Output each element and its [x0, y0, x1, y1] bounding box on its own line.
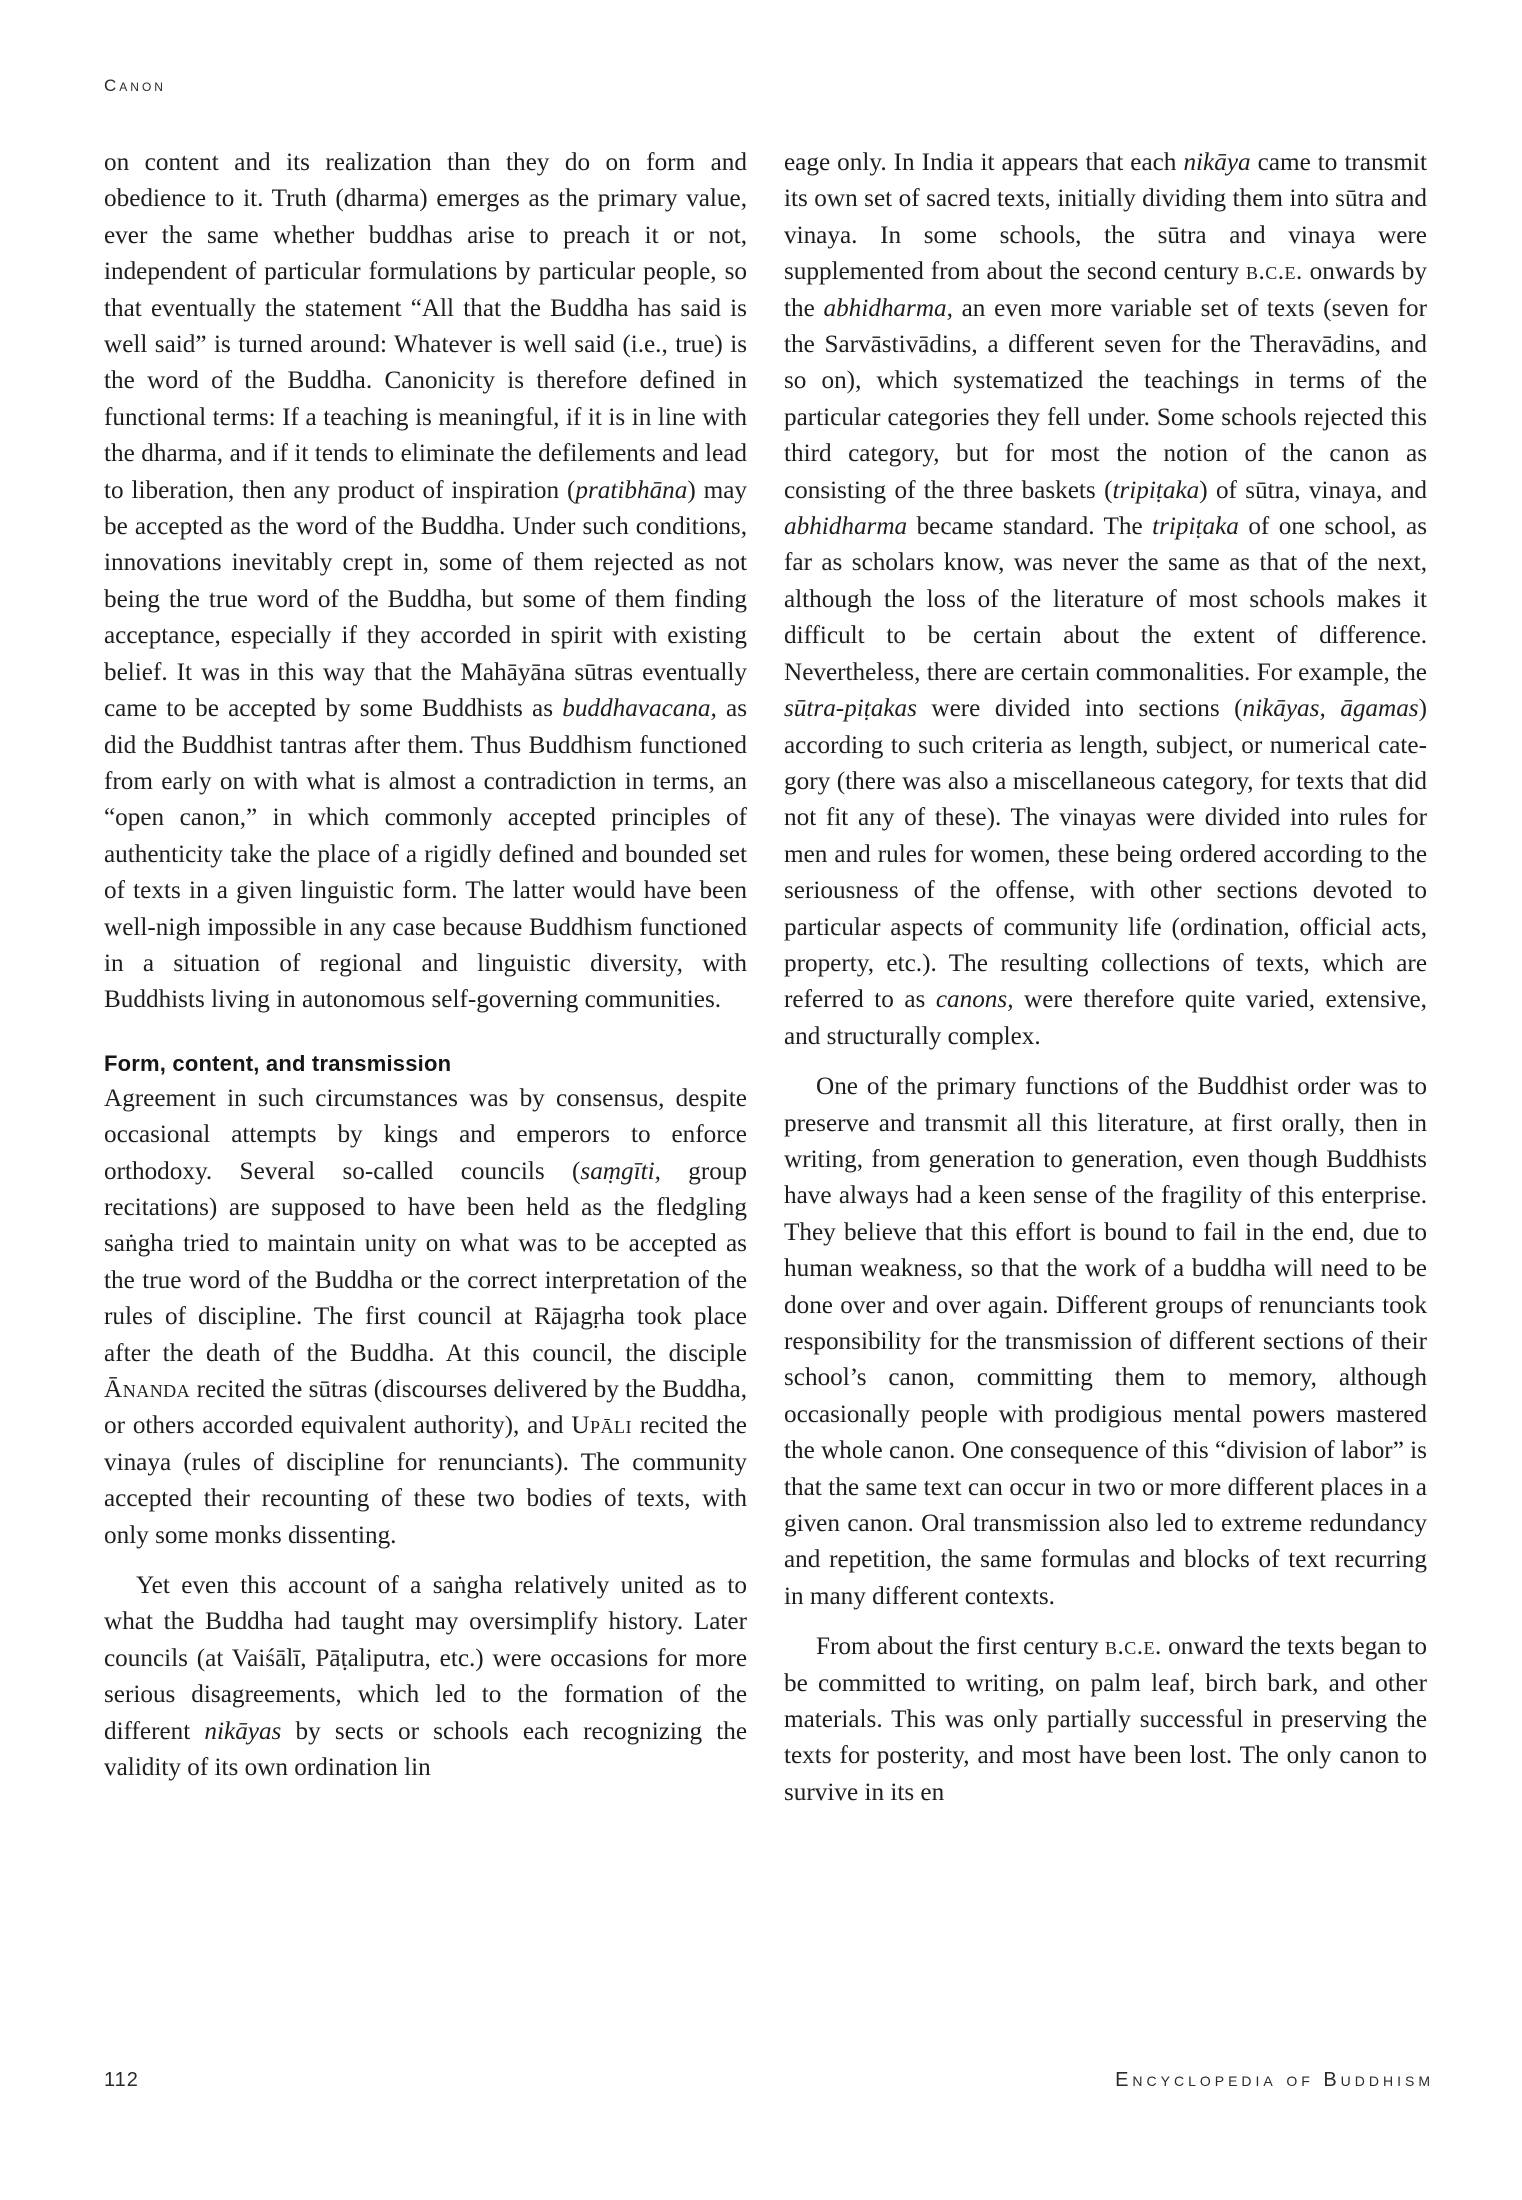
cross-reference-upali: Upāli	[571, 1412, 633, 1440]
italic-term: abhidharma,	[823, 294, 953, 322]
era-abbreviation: b.c.e.	[1104, 1633, 1162, 1661]
italic-term: pratibhāna	[575, 476, 688, 504]
italic-term: abhidharma	[784, 513, 908, 541]
paragraph: on content and its realization than they do on form and obedience to it. Truth (dharma) emerges as the primary value, ever the same whether buddhas arise to preach it or not, independent of particular formulations by particular people, so that eventually the statement “All that the Buddha has said is well said” is turned around: Whatever is well said (i.e., true) is the word of the Buddha. Canonicity is therefore defined in functional terms: If a teaching is meaningful, if it is in line with the dharma, and if it tends to eliminate the defilements and lead to liberation, then any product of inspiration (pratibhāna) may be accepted as the word of the Buddha. Under such conditions, innovations inevitably crept in, some of them rejected as not being the true word of the Buddha, but some of them finding acceptance, especially if they accorded in spirit with existing belief. It was in this way that the Mahāyāna sūtras eventually came to be accepted by some Buddhists as buddhavacana, as did the Buddhist tantras after them. Thus Buddhism functioned from early on with what is almost a contradiction in terms, an “open canon,” in which commonly accepted principles of authenticity take the place of a rigidly defined and bounded set of texts in a given linguistic form. The latter would have been well-nigh impossible in any case because Buddhism functioned in a situation of regional and linguistic diversity, with Buddhists living in autonomous self-governing communities.	[104, 149, 748, 1014]
paragraph: One of the primary functions of the Buddhist order was to preserve and transmit all this literature, at first orally, then in writing, from generation to generation, even though Buddhists have always had a keen sense of the fragility of this enterprise. They believe that this effort is bound to fail in the end, due to human weakness, so that the work of a buddha will need to be done over and over again. Different groups of renunciants took responsibility for the transmission of different sections of their school’s canon, committing them to memory, although occasionally people with prodigious mental powers mastered the whole canon. One consequence of this “division of labor” is that the same text can occur in two or more different places in a given canon. Oral transmission also led to extreme redundancy and repetition, the same formulas and blocks of text recurring in many different contexts.	[784, 1073, 1427, 1610]
italic-term: tripiṭaka	[1152, 513, 1239, 541]
paragraph: Yet even this account of a saṅgha relatively united as to what the Buddha had taught may oversimplify history. Later councils (at Vaiśālī, Pāṭaliputra, etc.) were occasions for more serious disagreements, which led to the formation of the different nikāyas by sects or schools each recognizing the validity of its own ordination lin	[104, 1572, 747, 1782]
italic-term: saṃgīti,	[580, 1157, 661, 1185]
italic-term: canons,	[935, 986, 1014, 1014]
paragraph: Agreement in such circumstances was by consensus, despite occasional attempts by kings and emperors to enforce orthodoxy. Several so-called councils (saṃgīti, group recitations) are supposed to have been held as the fledgling saṅgha tried to maintain unity on what was to be accepted as the true word of the Buddha or the correct interpretation of the rules of discipline. The first council at Rājagṛha took place after the death of the Buddha. At this council, the disciple Ānanda recited the sūtras (discourses delivered by the Buddha, or others accorded equivalent authority), and Upāli recited the vinaya (rules of discipline for renunciants). The community accepted their recounting of these two bodies of texts, with only some monks dissenting.	[104, 1084, 747, 1549]
paragraph: eage only. In India it appears that each nikāya came to transmit its own set of sacred texts, initially dividing them into sūtra and vinaya. In some schools, the sūtra and vinaya were supplemented from about the second century b.c.e. onwards by the abhidharma, an even more variable set of texts (seven for the Sarvāstivādins, a different seven for the Theravādins, and so on), which systematized the teachings in terms of the particular categories they fell under. Some schools rejected this third category, but for most the notion of the canon as consisting of the three baskets (tripiṭaka) of sūtra, vinaya, and abhidharma became standard. The tripiṭaka of one school, as far as scholars know, was never the same as that of the next, although the loss of the literature of most schools makes it difficult to be certain about the extent of difference. Nevertheless, there are certain commonalities. For example, the sūtra-piṭakas were divided into sections (nikāyas, āgamas) according to such criteria as length, subject, or numerical category (there was also a miscellaneous category, for texts that did not fit any of these). The vinayas were divided into rules for men and rules for women, these being ordered according to the seriousness of the offense, with other sections devoted to particular aspects of community life (ordination, official acts, property, etc.). The resulting collections of texts, which are referred to as canons, were therefore quite varied, extensive, and structurally complex.	[784, 149, 1428, 1050]
running-head: Canon	[104, 76, 166, 95]
right-column	[784, 145, 1427, 1811]
section-heading: Form, content, and transmission	[104, 1050, 452, 1076]
italic-term: nikāya	[1183, 149, 1251, 176]
italic-term: nikāyas	[204, 1717, 282, 1745]
italic-term: buddhavacana,	[562, 695, 717, 723]
left-column	[104, 145, 747, 1786]
italic-term: sūtra-piṭakas	[784, 695, 917, 723]
cross-reference-ananda: Ānanda	[104, 1376, 191, 1403]
page-number: 112	[104, 2069, 139, 2091]
era-abbreviation: b.c.e.	[1245, 258, 1303, 286]
italic-term: nikāyas, āgamas	[1242, 695, 1419, 723]
book-title: Encyclopedia of Buddhism	[1115, 2069, 1434, 2091]
italic-term: tripiṭaka	[1112, 476, 1200, 504]
paragraph: From about the first century b.c.e. onward the texts began to be committed to writing, on palm leaf, birch bark, and other materials. This was only partially successful in preserving the texts for posterity, and most have been lost. The only canon to survive in its en	[784, 1633, 1427, 1806]
